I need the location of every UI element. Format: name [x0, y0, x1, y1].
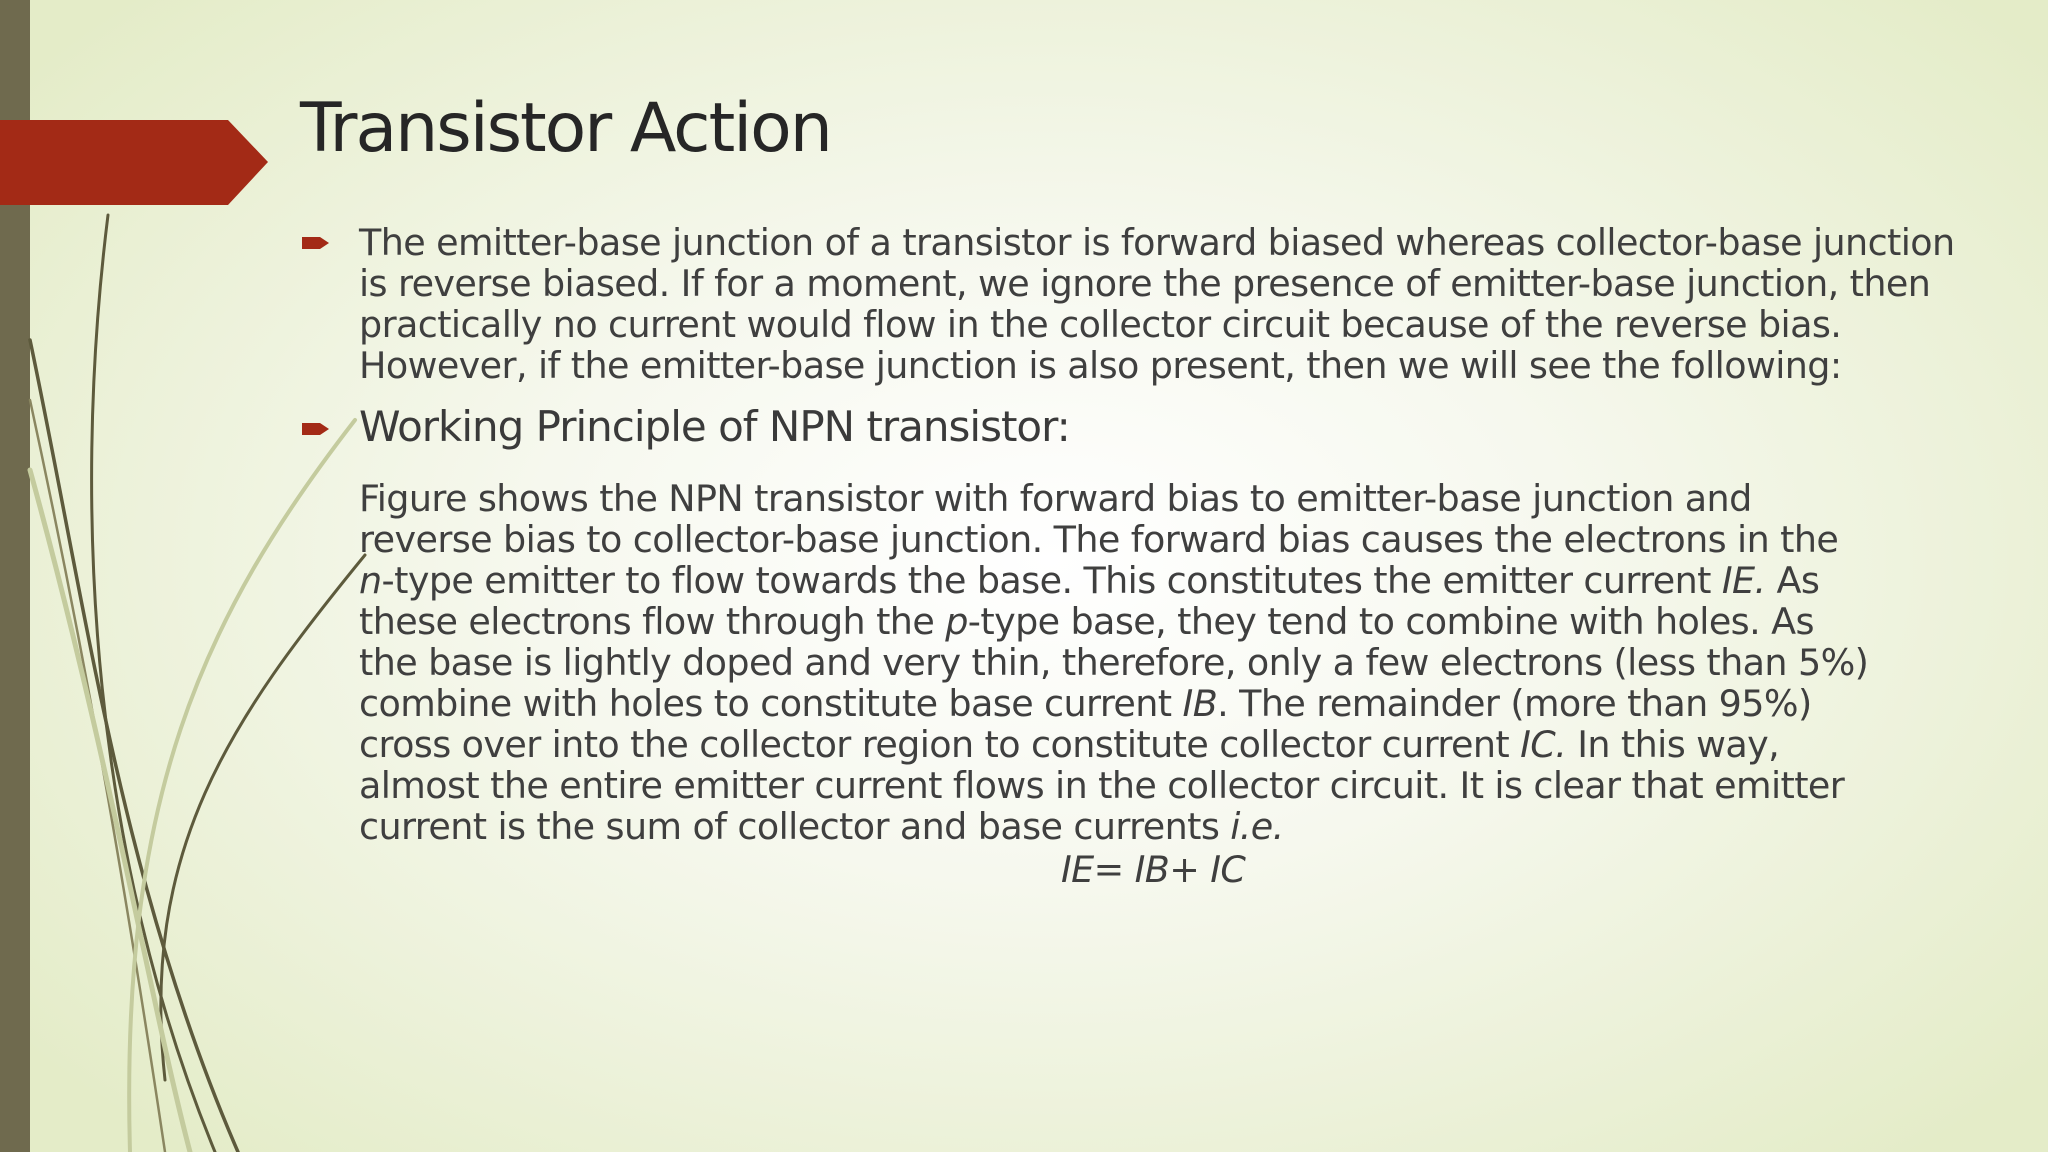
bullet-item — [300, 222, 1980, 386]
slide-title: Transistor Action — [300, 89, 831, 168]
explanation-paragraph — [300, 478, 1980, 847]
slide-content — [300, 222, 1980, 890]
current-formula: IE= IB+ IC — [1061, 848, 1246, 891]
paragraph-line: these electrons flow through the p-type base, they tend to combine with holes. As — [359, 600, 1814, 643]
bullet-text: The emitter-base junction of a transistor is forward biased whereas collector-base junction is reverse biased. If for a moment, we ignore the presence of emitter-base junction, then practically no current would flow in the collector circuit because of the reverse bias. However, if the emitter-base junction is also present, then we will see the following: — [359, 221, 1955, 387]
n-type-symbol: n — [359, 559, 382, 602]
bullet-item — [300, 402, 1980, 452]
paragraph-line: cross over into the collector region to constitute collector current IC. In this way, — [359, 723, 1780, 766]
paragraph-line: combine with holes to constitute base current IB. The remainder (more than 95%) — [359, 682, 1812, 725]
paragraph-line: current is the sum of collector and base currents i.e. — [359, 805, 1284, 848]
paragraph-line: n-type emitter to flow towards the base. This constitutes the emitter current IE. As — [359, 559, 1820, 602]
arrow-bullet-icon — [302, 234, 332, 252]
base-current-symbol: IB — [1182, 682, 1218, 725]
p-type-symbol: p — [945, 600, 968, 643]
paragraph-line: almost the entire emitter current flows in the collector circuit. It is clear that emitter — [359, 764, 1845, 807]
collector-current-symbol: IC. — [1520, 723, 1567, 766]
ie-abbreviation: i.e. — [1230, 805, 1284, 848]
title-accent-tab — [0, 120, 270, 205]
emitter-current-symbol: IE. — [1721, 559, 1766, 602]
arrow-bullet-icon — [302, 420, 332, 438]
paragraph-line: reverse bias to collector-base junction. The forward bias causes the electrons in the — [359, 518, 1839, 561]
section-heading: Working Principle of NPN transistor: — [359, 402, 1070, 451]
paragraph-line: Figure shows the NPN transistor with forward bias to emitter-base junction and — [359, 477, 1752, 520]
paragraph-line: the base is lightly doped and very thin, therefore, only a few electrons (less than 5%) — [359, 641, 1869, 684]
